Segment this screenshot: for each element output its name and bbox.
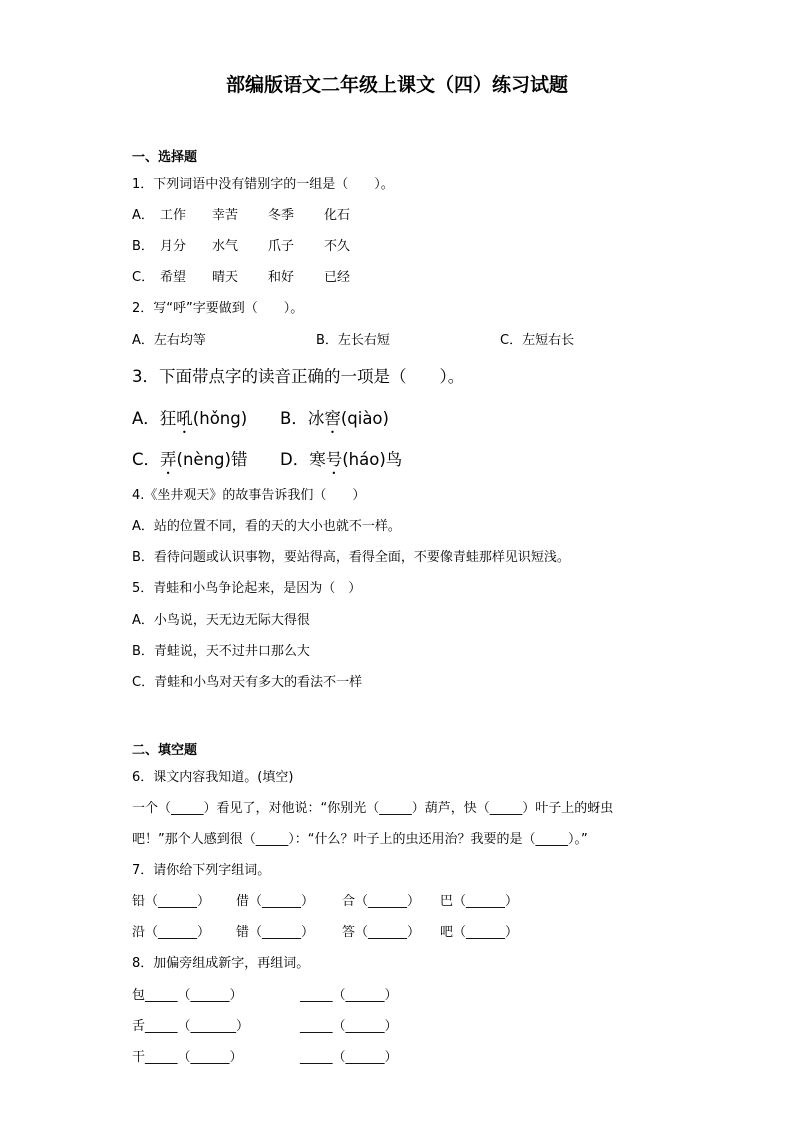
pinyin: (qiào)	[340, 409, 389, 428]
question-1-stem: 1．下列词语中没有错别字的一组是（ ）。	[132, 177, 394, 192]
question-8-stem: 8．加偏旁组成新字，再组词。	[132, 956, 310, 971]
dotted-char: 号	[325, 450, 343, 469]
word: 和好	[268, 270, 295, 285]
q8-item: _____（______）	[300, 1019, 398, 1034]
word: 化石	[324, 208, 351, 223]
q7-item: 巴（______）	[440, 894, 519, 909]
option-label: A．	[132, 208, 154, 223]
question-5-stem: 5．青蛙和小鸟争论起来，是因为（ ）	[132, 581, 362, 596]
q1-option-a	[132, 204, 351, 223]
q2-option-c: C．左短右长	[500, 333, 575, 348]
question-3-stem: 3．下面带点字的读音正确的一项是（ ）。	[132, 367, 465, 386]
pinyin: (nèng)错	[176, 450, 248, 469]
option-label: B．	[280, 409, 308, 428]
word: 月分	[160, 239, 187, 254]
page-title: 部编版语文二年级上课文（四）练习试题	[225, 74, 568, 96]
pinyin: (hǒng)	[192, 409, 248, 428]
q4-option-a: A．站的位置不同，看的天的大小也就不一样。	[132, 519, 401, 534]
q8-item: _____（______）	[300, 988, 398, 1003]
char: 狂	[159, 409, 177, 428]
q7-item: 答（______）	[342, 925, 421, 940]
word: 已经	[324, 270, 351, 285]
option-label: C．	[132, 450, 161, 469]
char: 冰	[307, 409, 325, 428]
word: 工作	[160, 208, 187, 223]
dotted-char: 吼	[176, 409, 193, 428]
q3-option-c	[132, 446, 247, 478]
q5-option-c: C．青蛙和小鸟对天有多大的看法不一样	[132, 675, 363, 690]
option-label: D．	[280, 450, 310, 469]
q8-item: _____（______）	[300, 1050, 398, 1065]
q7-item: 沿（______）	[132, 925, 211, 940]
q3-option-b	[280, 405, 389, 437]
question-6-stem: 6．课文内容我知道。(填空)	[132, 770, 294, 785]
q3-option-a	[132, 405, 247, 437]
section-heading-fill: 二、填空题	[132, 743, 198, 758]
q7-item: 错（______）	[236, 925, 315, 940]
word: 晴天	[212, 270, 239, 285]
pinyin: (háo)鸟	[342, 450, 403, 469]
q2-option-a: A．左右均等	[132, 333, 206, 348]
q4-option-b: B．看待问题或认识事物，要站得高，看得全面，不要像青蛙那样见识短浅。	[132, 550, 570, 565]
q8-item: 舌_____（_______）	[132, 1019, 250, 1034]
char: 寒	[309, 450, 326, 469]
q5-option-b: B．青蛙说，天不过井口那么大	[132, 644, 310, 659]
word: 幸苦	[212, 208, 239, 223]
word: 水气	[212, 239, 239, 254]
question-4-stem: 4.《坐井观天》的故事告诉我们（ ）	[132, 488, 366, 503]
option-label: C．	[132, 270, 155, 285]
q6-line-2: 吧！”那个人感到很（_____）：“什么？叶子上的虫还用治？我要的是（_____）。”	[132, 832, 588, 847]
q6-line-1: 一个（_____）看见了，对他说：“你别光（_____）葫芦，快（_____）叶子上的蚜虫	[132, 801, 614, 816]
word: 不久	[324, 239, 351, 254]
dotted-char: 窖	[324, 409, 341, 428]
word: 爪子	[268, 239, 295, 254]
q5-option-a: A．小鸟说，天无边无际大得很	[132, 613, 310, 628]
question-2-stem: 2．写“呼”字要做到（ ）。	[132, 301, 304, 316]
option-label: A．	[132, 409, 160, 428]
question-7-stem: 7．请你给下列字组词。	[132, 863, 271, 878]
q7-item: 合（______）	[342, 894, 421, 909]
q1-option-c	[132, 266, 351, 285]
section-heading-choice: 一、选择题	[132, 150, 198, 165]
q8-item: 包_____（______）	[132, 988, 243, 1003]
q7-item: 铅（______）	[132, 894, 211, 909]
q2-option-b: B．左长右短	[316, 333, 390, 348]
word: 希望	[160, 270, 187, 285]
q3-option-d	[280, 446, 402, 478]
dotted-char: 弄	[160, 450, 177, 469]
q1-option-b	[132, 235, 351, 254]
q8-item: 干_____（______）	[132, 1050, 243, 1065]
q7-item: 吧（______）	[440, 925, 519, 940]
option-label: B．	[132, 239, 154, 254]
word: 冬季	[268, 208, 295, 223]
q7-item: 借（______）	[236, 894, 315, 909]
